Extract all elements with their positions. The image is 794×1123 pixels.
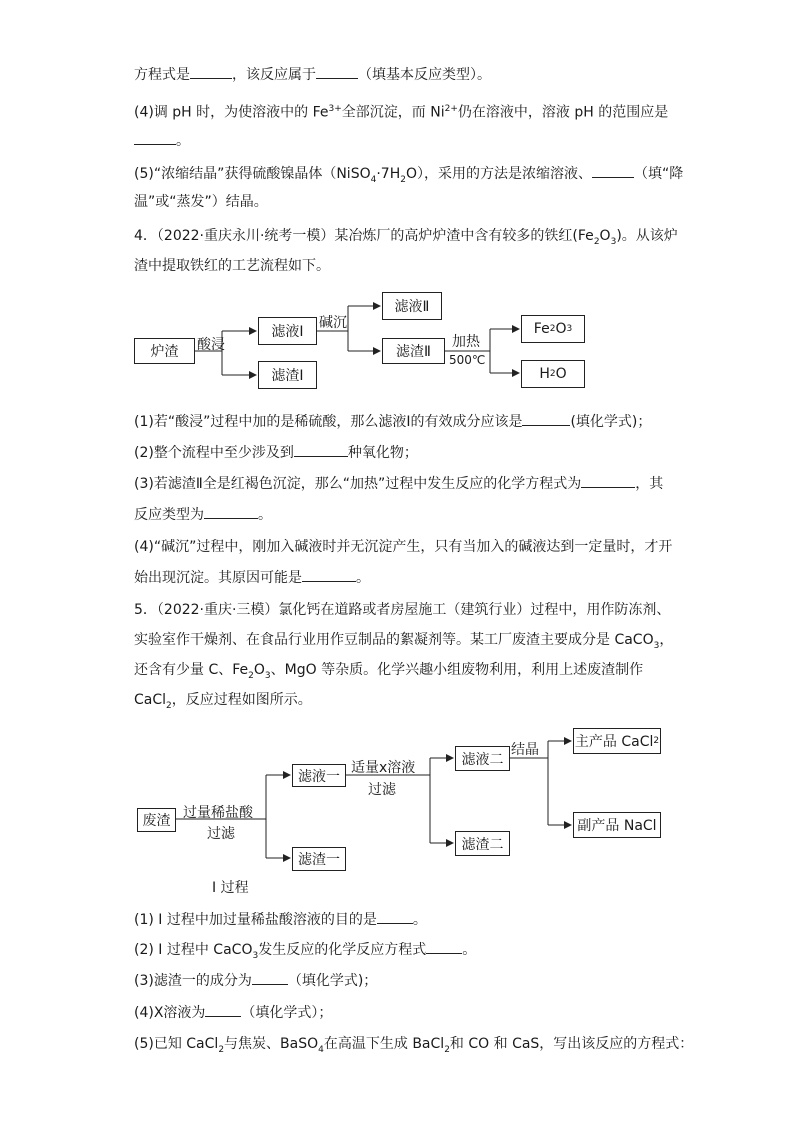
slag-box: 炉渣 bbox=[134, 338, 195, 364]
subscript: 3 bbox=[566, 324, 573, 334]
text: ·7H bbox=[376, 166, 401, 182]
p5-q5 bbox=[134, 1034, 693, 1060]
p5-q3 bbox=[134, 970, 377, 991]
text: 和 CO 和 CaS，写出该反应的方程式： bbox=[449, 1036, 694, 1052]
text: (5)“浓缩结晶”获得硫酸镍晶体（NiSO bbox=[134, 166, 371, 182]
filtrate2-box: 滤液二 bbox=[455, 746, 510, 771]
text: (4)X溶液为 bbox=[134, 1005, 206, 1021]
text: )。从该炉 bbox=[616, 228, 678, 244]
filter2-label: 过滤 bbox=[368, 782, 396, 798]
subscript: 3 bbox=[264, 670, 271, 681]
text: (3)若滤渣Ⅱ全是红褐色沉淀，那么“加热”过程中发生反应的化学方程式为 bbox=[134, 476, 582, 492]
text: 。 bbox=[356, 570, 370, 586]
text: （填化学式)； bbox=[287, 973, 378, 989]
x-solution-label: 适量x溶液 bbox=[351, 760, 416, 776]
text: ， bbox=[659, 632, 674, 648]
q3-sub5-line2: 温”或“蒸发”）结晶。 bbox=[134, 194, 268, 210]
temperature-label: 500℃ bbox=[449, 353, 486, 367]
subscript: 2 bbox=[593, 236, 600, 247]
text: （填基本反应类型）。 bbox=[358, 67, 491, 83]
text: (3)滤渣一的成分为 bbox=[134, 973, 252, 989]
text: 实验室作干燥剂、在食品行业用作豆制品的絮凝剂等。某工厂废渣主要成分是 CaCO bbox=[134, 632, 654, 648]
text: 。 bbox=[258, 507, 272, 523]
subscript: 4 bbox=[370, 174, 377, 185]
text: 方程式是 bbox=[134, 67, 190, 83]
text: 。 bbox=[412, 912, 427, 928]
subscript: 2 bbox=[653, 736, 660, 746]
subscript: 2 bbox=[549, 369, 556, 379]
p5-q1 bbox=[134, 909, 427, 930]
subscript: 2 bbox=[166, 700, 172, 711]
waste-box: 废渣 bbox=[137, 808, 176, 832]
heat-label: 加热 bbox=[452, 334, 480, 350]
subscript: 4 bbox=[318, 1044, 324, 1055]
p5-q4 bbox=[134, 1002, 332, 1023]
text: 种氧化物； bbox=[347, 445, 418, 461]
text: 、MgO 等杂质。化学兴趣小组废物利用，利用上述废渣制作 bbox=[270, 662, 644, 678]
text: ，该反应属于 bbox=[232, 67, 316, 83]
p4-q4: (4)“碱沉”过程中，刚加入碱液时并无沉淀产生，只有当加入的碱液达到一定量时，才开 bbox=[134, 539, 673, 555]
residue1-box: 滤渣一 bbox=[292, 847, 346, 871]
subscript: 3 bbox=[610, 236, 617, 247]
text: (2) I 过程中 CaCO bbox=[134, 942, 253, 958]
answer-blank[interactable] bbox=[426, 939, 462, 954]
crystallize-label: 结晶 bbox=[511, 742, 539, 758]
text: O bbox=[599, 228, 611, 244]
text: (填化学式)； bbox=[570, 414, 652, 430]
answer-blank[interactable] bbox=[377, 909, 413, 924]
acid-label: 过量稀盐酸 bbox=[183, 805, 253, 821]
text: (1)若“酸浸”过程中加的是稀硫酸，那么滤液Ⅰ的有效成分应该是 bbox=[134, 414, 523, 430]
text: Fe bbox=[533, 321, 550, 337]
subscript: 2 bbox=[549, 324, 556, 334]
text: 全部沉淀，而 Ni bbox=[341, 104, 445, 121]
text: (4)调 pH 时，为使溶液中的 Fe bbox=[134, 104, 329, 121]
residue2-box: 滤渣Ⅱ bbox=[382, 338, 445, 364]
main-product-box bbox=[573, 728, 661, 754]
filter1-label: 过滤 bbox=[207, 826, 235, 842]
process-label: I 过程 bbox=[212, 880, 249, 896]
text: 始出现沉淀。其原因可能是 bbox=[134, 570, 302, 586]
text: 4．（2022·重庆永川·统考一模）某冶炼厂的高炉炉渣中含有较多的铁红(Fe bbox=[134, 228, 594, 244]
subscript: 2 bbox=[248, 670, 254, 681]
filtrate1-box: 滤液一 bbox=[292, 764, 346, 787]
residue2-box: 滤渣二 bbox=[455, 831, 510, 856]
filtrate2-box: 滤液Ⅱ bbox=[382, 292, 442, 320]
acid-leach-label: 酸浸 bbox=[197, 337, 225, 353]
text: O bbox=[253, 662, 265, 678]
answer-blank[interactable] bbox=[205, 1002, 241, 1017]
p4-heading-line2: 渣中提取铁红的工艺流程如下。 bbox=[134, 258, 330, 274]
p5-q2 bbox=[134, 939, 476, 966]
text: 。 bbox=[176, 133, 190, 149]
subscript: 2 bbox=[400, 174, 406, 185]
alkali-precip-label: 碱沉 bbox=[319, 315, 347, 331]
answer-blank[interactable] bbox=[252, 970, 288, 985]
text: 主产品 CaCl bbox=[574, 734, 654, 750]
subscript: 3 bbox=[653, 640, 660, 651]
superscript: 3+ bbox=[328, 104, 342, 114]
text: O bbox=[555, 321, 567, 337]
subscript: 2 bbox=[218, 1044, 225, 1055]
text: ，其 bbox=[635, 476, 664, 492]
p5-heading: 5．（2022·重庆·三模）氯化钙在道路或者房屋施工（建筑行业）过程中，用作防冻剂、 bbox=[134, 602, 671, 618]
text: O），采用的方法是浓缩溶液、 bbox=[405, 166, 592, 182]
text: 。 bbox=[462, 942, 477, 958]
text: 还含有少量 C、Fe bbox=[134, 662, 249, 678]
residue1-box: 滤渣Ⅰ bbox=[258, 361, 317, 389]
subscript: 3 bbox=[252, 950, 259, 961]
text: CaCl bbox=[134, 692, 167, 708]
text: (2)整个流程中至少涉及到 bbox=[134, 445, 294, 461]
text: (5)已知 CaCl bbox=[134, 1036, 219, 1052]
text: O bbox=[555, 366, 567, 382]
superscript: 2+ bbox=[444, 104, 458, 114]
text: （填化学式）； bbox=[241, 1005, 333, 1021]
text: 发生反应的化学反应方程式 bbox=[258, 942, 427, 958]
text: （填“降 bbox=[634, 166, 684, 182]
text: (1) I 过程中加过量稀盐酸溶液的目的是 bbox=[134, 912, 377, 928]
side-product-box: 副产品 NaCl bbox=[573, 812, 661, 838]
text: 反应类型为 bbox=[134, 507, 204, 523]
subscript: 2 bbox=[444, 1044, 450, 1055]
text: 仍在溶液中，溶液 pH 的范围应是 bbox=[457, 104, 669, 121]
filtrate1-box: 滤液Ⅰ bbox=[258, 317, 317, 345]
text: H bbox=[539, 366, 550, 382]
text: 与焦炭、BaSO bbox=[224, 1036, 319, 1052]
text: 在高温下生成 BaCl bbox=[323, 1036, 445, 1052]
text: ，反应过程如图所示。 bbox=[171, 692, 312, 708]
